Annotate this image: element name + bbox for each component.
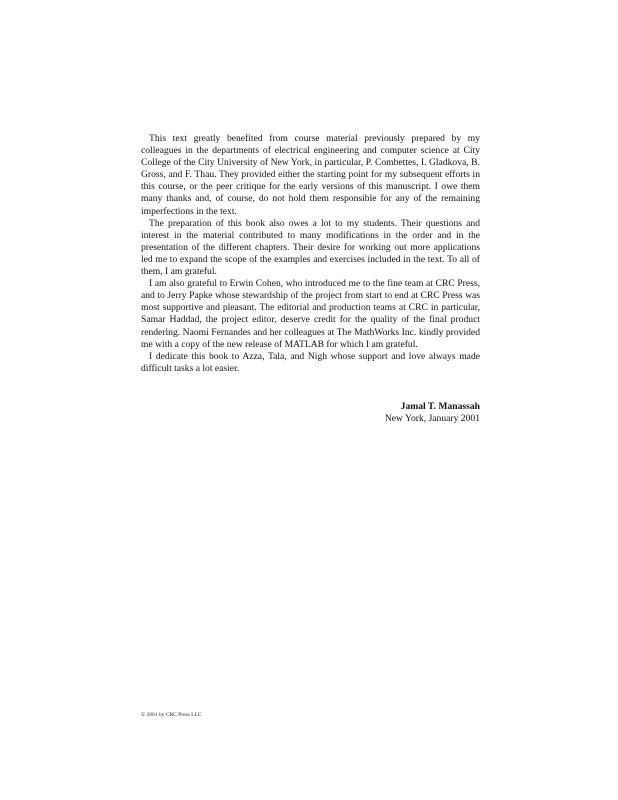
copyright-footer: © 2001 by CRC Press LLC [141, 712, 202, 718]
author-name: Jamal T. Manassah [400, 401, 480, 412]
paragraph-crc-press: I am also grateful to Erwin Cohen, who introduced me to the fine team at CRC Press, and to Jerry Papke whose stewardship of the project from start to end at CRC Press was most supportive and pleasant. The editorial and production teams at CRC in particular, Samar Haddad, the project editor, deserve credit for the quality of the final product rendering. Naomi Fernandes and her colleagues at The MathWorks Inc. kindly provided me with a copy of the new release of MATLAB for which I am grateful. [141, 278, 480, 350]
signature-block [141, 401, 480, 425]
place-date: New York, January 2001 [384, 413, 480, 425]
paragraph-dedication: I dedicate this book to Azza, Tala, and Nigh whose support and love always made difficult tasks a lot easier. [141, 350, 480, 374]
paragraph-students: The preparation of this book also owes a lot to my students. Their questions and interest in the material contributed to many modifications in the order and in the presentation of the different chapters. Their desire for working out more applications led me to expand the scope of the examples and exercises included in the text. To all of them, I am grateful. [141, 217, 480, 278]
paragraph-colleagues: This text greatly benefited from course material previously prepared by my colleagues in the departments of electrical engineering and computer science at City College of the City University of New York, in particular, P. Combettes, I. Gladkova, B. Gross, and F. Thau. They provided either the starting point for my subsequent efforts in this course, or the peer critique for the early versions of this manuscript. I owe them many thanks and, of course, do not hold them responsible for any of the remaining imperfections in the text. [141, 133, 480, 217]
acknowledgments-text [141, 133, 480, 375]
